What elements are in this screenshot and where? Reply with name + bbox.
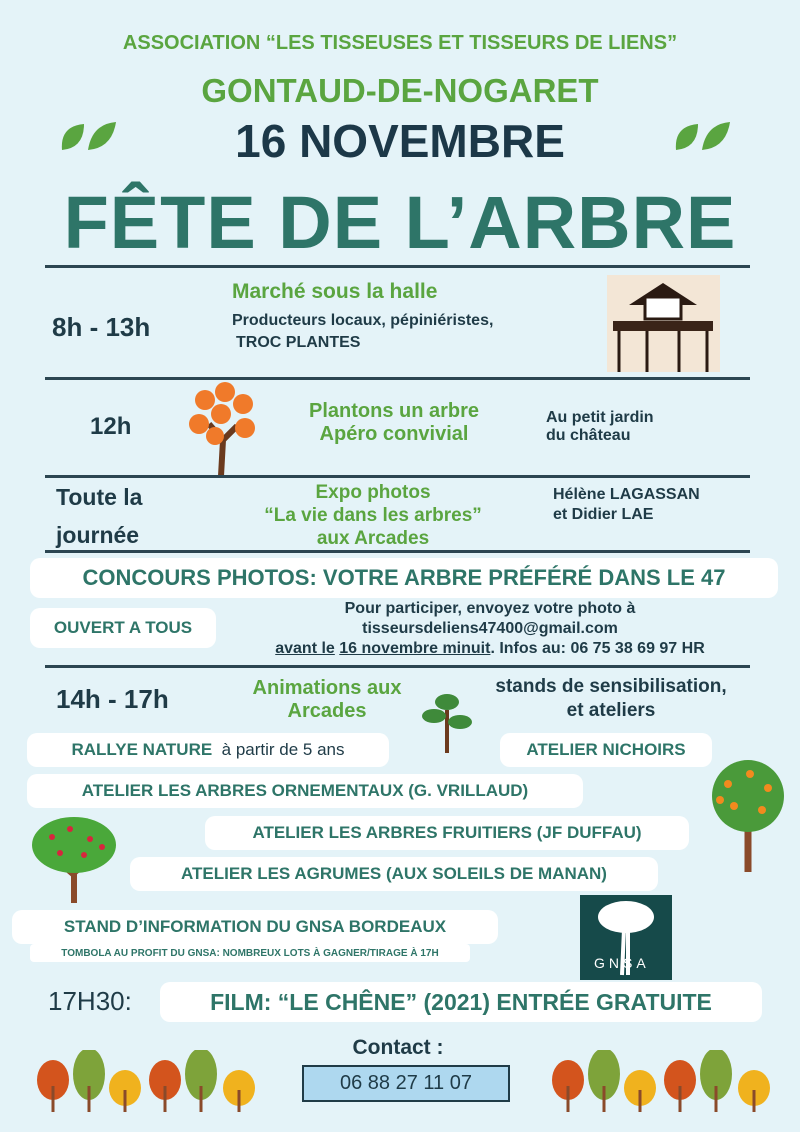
divider (45, 550, 750, 553)
place: du château (546, 427, 631, 444)
stands-desc: et ateliers (566, 700, 656, 721)
event-title: FÊTE DE L’ARBRE (63, 181, 737, 264)
time-allday: journée (56, 522, 140, 548)
trees-row-icon (550, 1050, 782, 1112)
leaves-icon (58, 118, 118, 154)
aperitif-title: Apéro convivial (319, 423, 469, 445)
contest-info (220, 599, 760, 659)
apple-tree-icon (30, 815, 118, 903)
atelier-agrumes: ATELIER LES AGRUMES (AUX SOLEILS DE MANAN) (130, 857, 658, 891)
contest-line: Pour participer, envoyez votre photo à (344, 600, 636, 617)
contest-deadline (220, 639, 760, 659)
trees-row-icon (35, 1050, 267, 1112)
rallye-title: RALLYE NATURE (71, 740, 213, 759)
tombola: TOMBOLA AU PROFIT DU GNSA: NOMBREUX LOTS À GAGNER/TIRAGE À 17H (30, 944, 470, 962)
gnsa-stand: STAND D’INFORMATION DU GNSA BORDEAUX (12, 910, 498, 944)
place: Au petit jardin (546, 409, 654, 426)
deadline-a: avant le (275, 640, 335, 657)
animations-place: Arcades (287, 700, 367, 722)
time-afternoon: 14h - 17h (56, 684, 169, 714)
contact-phone[interactable]: 06 88 27 11 07 (302, 1065, 510, 1102)
small-tree-icon (422, 690, 472, 753)
time-noon: 12h (90, 413, 132, 440)
market-title: Marché sous la halle (232, 280, 438, 303)
divider (45, 475, 750, 478)
rallye-age: à partir de 5 ans (221, 740, 345, 759)
association-name: ASSOCIATION “LES TISSEUSES ET TISSEURS DE LIENS” (122, 32, 678, 54)
logo-text: GNSA (594, 955, 650, 971)
contact-label: Contact : (352, 1036, 444, 1059)
market-troc: TROC PLANTES (236, 334, 361, 351)
atelier-nichoirs: ATELIER NICHOIRS (500, 733, 712, 767)
market-desc: Producteurs locaux, pépiniéristes, (232, 312, 494, 329)
expo-place: aux Arcades (316, 528, 430, 549)
divider (45, 377, 750, 380)
author: et Didier LAE (553, 506, 654, 523)
film-title: FILM: “LE CHÊNE” (2021) ENTRÉE GRATUITE (160, 982, 762, 1022)
orange-tree-icon (185, 380, 261, 476)
gnsa-logo (580, 895, 672, 980)
deadline-b: 16 novembre minuit (339, 640, 491, 657)
contest-phone: . Infos au: 06 75 38 69 97 HR (490, 640, 705, 657)
film-time: 17H30: (48, 986, 132, 1016)
time-allday: Toute la (56, 484, 143, 510)
atelier-fruitiers: ATELIER LES ARBRES FRUITIERS (JF DUFFAU) (205, 816, 689, 850)
contest-open: OUVERT A TOUS (30, 608, 216, 648)
contest-title: CONCOURS PHOTOS: VOTRE ARBRE PRÉFÉRÉ DANS LE 47 (30, 558, 778, 598)
rallye-box (27, 733, 389, 767)
contest-email[interactable]: tisseursdeliens47400@gmail.com (362, 620, 618, 637)
author: Hélène LAGASSAN (553, 486, 700, 503)
atelier-ornementaux: ATELIER LES ARBRES ORNEMENTAUX (G. VRILLAUD) (27, 774, 583, 808)
divider (45, 265, 750, 268)
stands-desc: stands de sensibilisation, (495, 676, 727, 697)
expo-name: “La vie dans les arbres” (264, 505, 482, 526)
divider (45, 665, 750, 668)
leaves-icon (672, 118, 732, 154)
expo-title: Expo photos (315, 482, 431, 503)
planting-title: Plantons un arbre (308, 400, 480, 422)
animations-title: Animations aux (252, 677, 402, 699)
time-morning: 8h - 13h (52, 312, 151, 342)
town-name: GONTAUD-DE-NOGARET (201, 72, 599, 109)
market-hall-image (607, 275, 720, 372)
orange-fruit-tree-icon (704, 760, 792, 872)
event-date: 16 NOVEMBRE (235, 115, 565, 167)
